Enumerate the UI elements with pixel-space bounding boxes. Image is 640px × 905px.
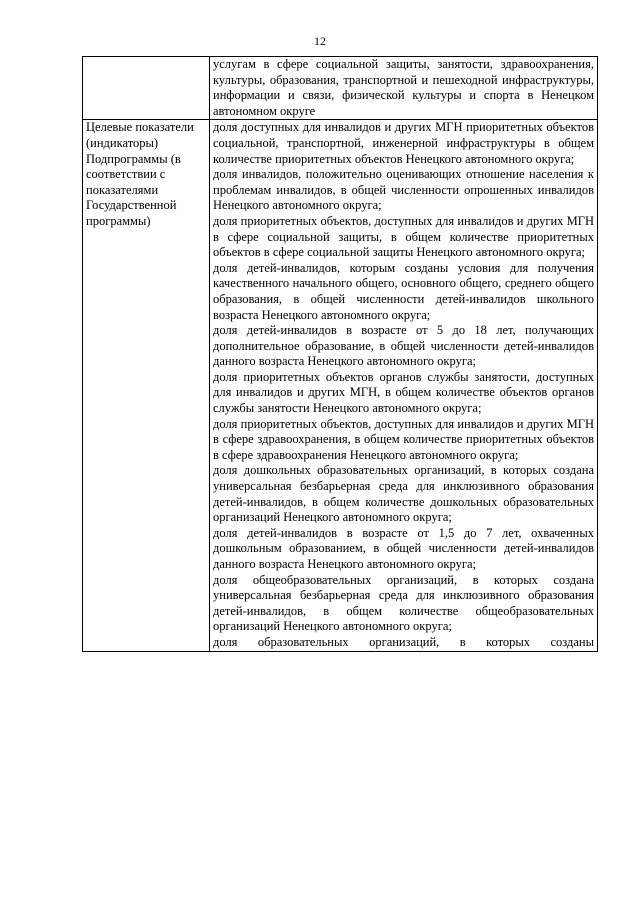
row1-value-cell [210,57,598,120]
row1-value-text: услугам в сфере социальной защиты, занятости, здравоохранения, культуры, образования, транспортной и пешеходной инфраструктуры, информации и связи, физической культуры и спорта в Ненецком автономном округе [213,57,594,118]
row2-value-cell [210,120,598,651]
indicator-item: доля общеобразовательных организаций, в которых создана универсальная безбарьерная среда для инклюзивного образования детей-инвалидов, в общем количестве общеобразовательных организаций Ненецкого автономного округа; [213,572,594,634]
page-number: 12 [314,34,326,48]
indicator-item: доля приоритетных объектов, доступных для инвалидов и других МГН в сфере социальной защиты, в общем количестве приоритетных объектов в сфере социальной защиты Ненецкого автономного округа; [213,213,594,260]
row2-label-cell: Целевые показатели (индикаторы) Подпрограммы (в соответствии с показателями Государственной программы) [83,120,210,651]
indicator-item: доля доступных для инвалидов и других МГН приоритетных объектов социальной, транспортной, инженерной инфраструктуры в общем количестве приоритетных объектов Ненецкого автономного округа; [213,120,594,166]
indicator-item: доля дошкольных образовательных организаций, в которых создана универсальная безбарьерная среда для инклюзивного образования детей-инвалидов, в общем количестве дошкольных образовательных организаций Ненецкого автономного округа; [213,463,594,525]
indicator-item: доля приоритетных объектов, доступных для инвалидов и других МГН в сфере здравоохранения, в общем количестве приоритетных объектов в сфере здравоохранения Ненецкого автономного округа; [213,416,594,462]
indicator-item: доля детей-инвалидов в возрасте от 5 до 18 лет, получающих дополнительное образование, в общей численности детей-инвалидов данного возраста Ненецкого автономного округа; [213,323,594,369]
table-row [83,120,598,651]
row1-label-cell [83,57,210,120]
program-table [82,56,598,652]
indicator-item: доля образовательных организаций, в которых созданы [213,634,594,649]
indicator-item: доля детей-инвалидов в возрасте от 1,5 до 7 лет, охваченных дошкольным образованием, в общей численности детей-инвалидов данного возраста Ненецкого автономного округа; [213,525,594,571]
table-row [83,57,598,120]
indicator-item: доля инвалидов, положительно оценивающих отношение населения к проблемам инвалидов, в общей численности опрошенных инвалидов Ненецкого автономного округа; [213,167,594,213]
indicator-item: доля детей-инвалидов, которым созданы условия для получения качественного начального общего, основного общего, среднего общего образования, в общей численности детей-инвалидов школьного возраста Ненецкого автономного округа; [213,260,594,322]
indicator-item: доля приоритетных объектов органов службы занятости, доступных для инвалидов и других МГН, в общем количестве объектов органов службы занятости Ненецкого автономного округа; [213,369,594,416]
